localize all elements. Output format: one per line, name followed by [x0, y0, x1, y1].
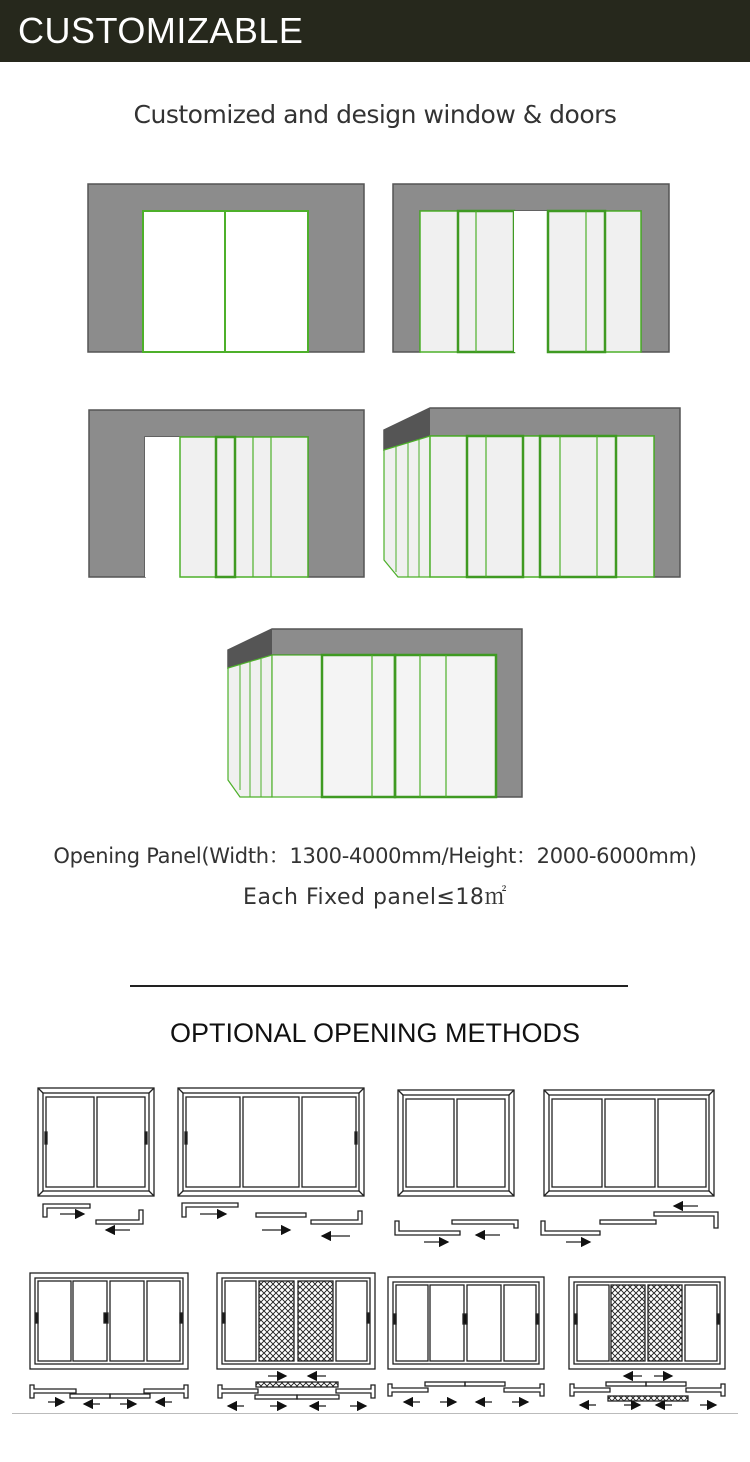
method-diagram-5 — [30, 1273, 188, 1404]
opening-methods-title: OPTIONAL OPENING METHODS — [169, 1018, 581, 1048]
design-figure-4 — [384, 408, 680, 577]
design-figure-2 — [393, 184, 669, 352]
method-diagram-6 — [217, 1273, 375, 1406]
opening-panel-spec: Opening Panel(Width：1300-4000mm/Height：2000-6000mm) — [53, 844, 697, 868]
design-figure-5 — [228, 629, 522, 797]
method-diagram-4 — [541, 1090, 718, 1242]
design-figure-1 — [88, 184, 364, 352]
method-diagram-1 — [38, 1088, 154, 1230]
banner-title: CUSTOMIZABLE — [18, 10, 304, 51]
method-diagram-7 — [388, 1277, 544, 1402]
design-subtitle: Customized and design window & doors — [133, 100, 617, 129]
section-divider — [130, 985, 628, 987]
method-diagram-8 — [569, 1277, 725, 1405]
fixed-panel-spec: Each Fixed panel≤18㎡ — [243, 885, 507, 910]
design-figure-3 — [89, 410, 364, 577]
method-diagram-2 — [178, 1088, 364, 1236]
method-diagram-3 — [395, 1090, 518, 1242]
bottom-rule — [12, 1413, 738, 1414]
